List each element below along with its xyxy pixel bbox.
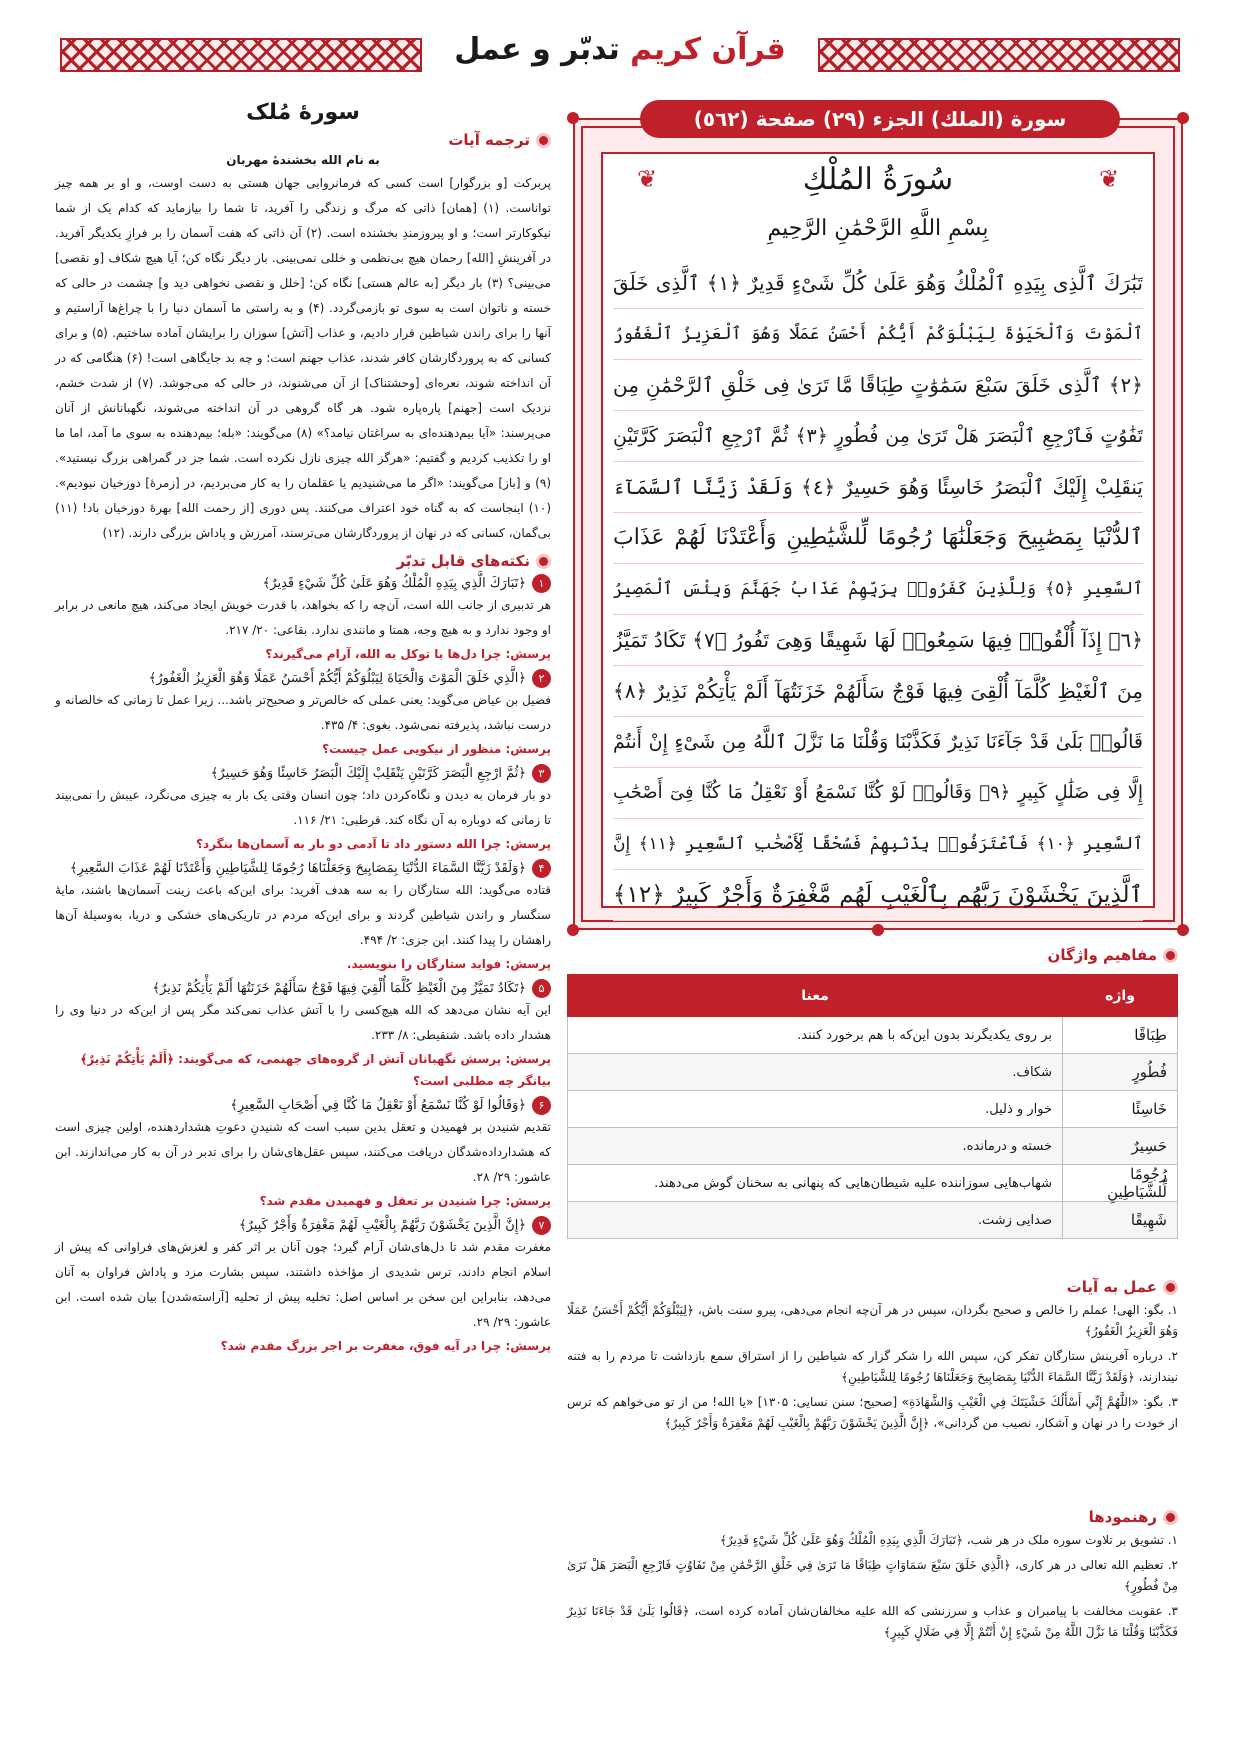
tadabbur-item — [55, 979, 551, 1092]
item-number: ۲ — [532, 669, 551, 688]
tadabbur-text: فضیل بن عیاض می‌گوید: یعنی عملی که خالص‌تر و صحیح‌تر باشد... زیرا عمل تا زمانی که خالصانه و درست نباشد، پذیرفته نمی‌شود. بغوی: ۴/ ۴۳۵. — [55, 693, 551, 732]
tadabbur-ayah-row — [55, 669, 551, 688]
bullet-icon — [536, 554, 551, 569]
vocab-heading: مفاهیم واژگان — [1047, 946, 1157, 964]
quran-lines — [613, 258, 1143, 921]
page-title — [440, 32, 800, 67]
item-number: ۱ — [532, 574, 551, 593]
tadabbur-ayah: ﴿إِنَّ الَّذِينَ يَخْشَوْنَ رَبَّهُمْ بِالْغَيْبِ لَهُمْ مَغْفِرَةٌ وَأَجْرٌ كَبِيرٌ﴾ — [239, 1218, 526, 1233]
question-text: پرسش: منظور از نیکویی عمل چیست؟ — [322, 742, 551, 756]
vocab-word: خَاسِئًا — [1063, 1091, 1178, 1128]
vocab-word: شَهِيقًا — [1063, 1202, 1178, 1239]
tadabbur-item — [55, 1096, 551, 1212]
guide-item: ۱. تشویق بر تلاوت سوره ملک در هر شب، ﴿تَبَارَكَ الَّذِي بِيَدِهِ الْمُلْكُ وَهُوَ عَلَىٰ كُلِّ شَيْءٍ قَدِيرٌ﴾ — [719, 1533, 1178, 1547]
tadabbur-ayah-row — [55, 979, 551, 998]
tadabbur-text: دو بار فرمان به دیدن و نگاه‌کردن داد؛ چون انسان وقتی یک بار به چیزی می‌نگرد، عیبش را نمی‌بیند تا زمانی که دوباره به آن نگاه کند. قرطبی: ۲۱/ ۱۱۶. — [55, 788, 551, 827]
corner-dot — [872, 924, 884, 936]
tadabbur-ayah-row — [55, 764, 551, 783]
guide-item: ۲. تعظیم الله تعالی در هر کاری، ﴿الَّذِي خَلَقَ سَبْعَ سَمَاوَاتٍ طِبَاقًا مَا تَرَىٰ فِي خَلْقِ الرَّحْمَٰنِ مِنْ تَفَاوُتٍ فَارْجِعِ الْبَصَرَ هَلْ تَرَىٰ مِنْ فُطُورٍ﴾ — [567, 1558, 1178, 1593]
tadabbur-ayah-row — [55, 1096, 551, 1115]
quran-line: مِنَ ٱلْغَيْظِ كُلَّمَآ أُلْقِىَ فِيهَا فَوْجٌ سَأَلَهُمْ خَزَنَتُهَآ أَلَمْ يَأْتِكُمْ نَذِيرٌ ﴿٨﴾ — [613, 666, 1143, 717]
vocab-word: طِبَاقًا — [1063, 1017, 1178, 1054]
table-row — [568, 1202, 1178, 1239]
vocab-meaning: بر روی یکدیگرند بدون این‌که با هم برخورد کنند. — [568, 1017, 1063, 1054]
vocab-section — [567, 946, 1178, 1239]
tadabbur-text: مغفرت مقدم شد تا دل‌های‌شان آرام گیرد؛ چون آنان بر اثر کفر و لغزش‌های فراوانی که پیش از اسلام انجام دادند، ترس شدیدی از مؤاخذه داشتند، سپس بشارت مزد و پاداش فراوان به آنان می‌دهد، بنابراین این سخن بر اساس اصل: تخلیه پیش از تحلیه [آراسته‌شدن] بیان شده است. ابن عاشور: ۲۹/ ۲۹. — [55, 1240, 551, 1329]
table-row — [568, 1165, 1178, 1202]
header-pattern-left — [818, 38, 1180, 72]
tadabbur-item — [55, 669, 551, 760]
corner-dot — [567, 112, 579, 124]
tadabbur-ayah: ﴿ثُمَّ ارْجِعِ الْبَصَرَ كَرَّتَيْنِ يَنْقَلِبْ إِلَيْكَ الْبَصَرُ خَاسِئًا وَهُوَ حَسِيرٌ﴾ — [210, 766, 526, 781]
translation-text: پربرکت [و بزرگوار] است کسی که فرمانروایی جهان هستی به دست اوست، و او بر همه چیز تواناست. (۱) [همان] ذاتی که مرگ و زندگی را آفرید، تا شما را بیازماید که کدام یک از شما نیکوکارتر است؛ و او پیروزمندِ بخشنده است. (۲) آن ذاتی که هفت آسمان را بر فرازِ یکدیگر آفرید. در آفرینشِ [الله] رحمان هیچ بی‌نظمی و خللی نمی‌بینی. بار دیگر نگاه کن؛ آیا هیچ شکاف [و نقصی] می‌بینی؟ (۳) بار دیگر [به عالم هستی] نگاه کن؛ [خلل و نقصی نخواهی دید و] چشمت در حالی که خسته و ناتوان است به سوی تو بازمی‌گردد. (۴) و به راستی ما آسمان دنیا را با چراغ‌ها آراستیم و آنها را برای راندن شیاطین قرار دادیم، و عذاب [آتش] سوزان را برایشان آماده ساختیم. (۵) و برای کسانی که به پروردگارشان کافر شدند، عذاب جهنم است؛ و چه بد جایگاهی است! (۶) هنگامی که در آن انداخته شوند، نعره‌ای [وحشتناک] از آن می‌شنوند، در حالی که می‌جوشد. (۷) از شدت خشم، نزدیک است [جهنم] پاره‌پاره شود. هر گاه گروهی در آن انداخته می‌شوند، نگهبانانش از آنان می‌پرسند: «آیا بیم‌دهنده‌ای به سراغتان نیامد؟» (۸) می‌گویند: «بله؛ بیم‌دهنده به سوی ما آمد، اما ما او را تکذیب کردیم و گفتیم: «هرگز الله چیزی نازل نکرده است. شما جز در گمراهی بزرگ نیستید». (۹) و [باز] می‌گویند: «اگر ما می‌شنیدیم یا عقلمان را به کار می‌بردیم، در [زمرهٔ] دوزخیان نبودیم». (۱۰) اینجاست که به گناه خود اعتراف می‌کنند. پس دوری [از رحمت الله] بهرهٔ دوزخیان باد! (۱۱) بی‌گمان، کسانی که در نهان از پروردگارشان می‌ترسند، آمرزش و پاداش بزرگی دارند. (۱۲) — [55, 176, 552, 540]
quran-line: ٱلسَّعِيرِ ﴿١٠﴾ فَٱعْتَرَفُوا۟ بِذَنۢبِهِمْ فَسُحْقًا لِّأَصْحَٰبِ ٱلسَّعِيرِ ﴿١١﴾ إِنَّ — [613, 819, 1143, 870]
bullet-icon — [1163, 1280, 1178, 1295]
amal-item: ۱. بگو: الهی! عملم را خالص و صحیح بگردان، سپس در هر آن‌چه انجام می‌دهی، پیرو سنت باش، ﴿لِيَبْلُوَكُمْ أَيُّكُمْ أَحْسَنُ عَمَلًا وَهُوَ الْعَزِيزُ الْغَفُورُ﴾ — [567, 1303, 1178, 1338]
bismillah-translation: به نام الله بخشندهٔ مهربان — [226, 153, 380, 167]
tadabbur-ayah-row — [55, 1216, 551, 1235]
tadabbur-ayah: ﴿الَّذِي خَلَقَ الْمَوْتَ وَالْحَيَاةَ لِيَبْلُوَكُمْ أَيُّكُمْ أَحْسَنُ عَمَلًا وَهُوَ الْعَزِيزُ الْغَفُورُ﴾ — [148, 671, 526, 686]
item-number: ۷ — [532, 1216, 551, 1235]
quran-text-panel — [601, 152, 1155, 908]
amal-section — [567, 1278, 1178, 1434]
guides-heading: رهنمودها — [1088, 1508, 1157, 1526]
corner-dot — [1177, 112, 1189, 124]
tadabbur-text: قتاده می‌گوید: الله ستارگان را به سه هدف آفرید: برای این‌که باعث زینت آسمان‌ها باشند، مایهٔ سنگسار و راندن شیاطین گردند و برای این‌که مردم در تاریکی‌های خشکی و دریا، به‌وسیلهٔ آن‌ها راهشان را پیدا کنند. ابن جزی: ۲/ ۴۹۴. — [55, 883, 551, 947]
tadabbur-text: این آیه نشان می‌دهد که الله هیچ‌کسی را با آتش عذاب نمی‌کند مگر پس از این‌که در دنیا وی را هشدار داده باشد. شنقیطی: ۸/ ۲۳۳. — [55, 1003, 551, 1042]
question-text: پرسش: فواید ستارگان را بنویسید. — [346, 957, 551, 971]
quran-line: يَنقَلِبْ إِلَيْكَ ٱلْبَصَرُ خَاسِئًا وَهُوَ حَسِيرٌ ﴿٤﴾ وَلَقَدْ زَيَّنَّا ٱلسَّمَآءَ — [613, 462, 1143, 513]
question-text: پرسش: پرسش نگهبانان آتش از گروه‌های جهنمی، که می‌گویند: ﴿أَلَمْ يَأْتِكُمْ نَذِيرٌ﴾ بیانگر چه مطلبی است؟ — [80, 1052, 551, 1088]
surah-title: سُورَةُ المُلْكِ — [802, 162, 954, 197]
tadabbur-ayah-row — [55, 574, 551, 593]
table-row — [568, 1054, 1178, 1091]
amal-item: ۳. بگو: «اللَّهُمَّ إِنِّي أَسْأَلُكَ خَشْيَتَكَ فِي الْغَيْبِ وَالشَّهَادَةِ» [صحیح؛ سنن نسایی: ۱۳۰۵] «یا الله! من از تو می‌خواهم که ترس از خودت را در نهان و آشکار، نصیب من گردانی»، ﴿إِنَّ الَّذِينَ يَخْشَوْنَ رَبَّهُمْ بِالْغَيْبِ لَهُمْ مَغْفِرَةٌ وَأَجْرٌ كَبِيرٌ﴾ — [567, 1395, 1178, 1430]
amal-item: ۲. درباره آفرینش ستارگان تفکر کن، سپس الله را شکر گزار که شیاطین را از استراق سمع بازداشت تا مردم را به فتنه نیندازند، ﴿وَلَقَدْ زَيَّنَّا السَّمَاءَ الدُّنْيَا بِمَصَابِيحَ وَجَعَلْنَاهَا رُجُومًا لِلشَّيَاطِينِ﴾ — [567, 1349, 1178, 1384]
vocab-meaning: صدایی زشت. — [568, 1202, 1063, 1239]
guides-section — [567, 1508, 1178, 1643]
bullet-icon — [536, 133, 551, 148]
guide-item: ۳. عقوبت مخالفت با پیامبران و عذاب و سرزنشی که الله علیه مخالفان‌شان آماده کرده است، ﴿قَالُوا بَلَىٰ قَدْ جَاءَنَا نَذِيرٌ فَكَذَّبْنَا وَقُلْنَا مَا نَزَّلَ اللَّهُ مِنْ شَيْءٍ إِنْ أَنْتُمْ إِلَّا فِي ضَلَالٍ كَبِيرٍ﴾ — [567, 1604, 1178, 1639]
vocab-word: رُجُومًا لِّلشَّيَاطِينِ — [1063, 1165, 1178, 1202]
tadabbur-text: هر تدبیری از جانب الله است، آن‌چه را که بخواهد، با قدرت خویش ایجاد می‌کند، هیچ مانعی در برابر او وجود ندارد و به هیچ وجه، همتا و مانندی ندارد. بقاعی: ۲۰/ ۲۱۷. — [55, 598, 551, 637]
tadabbur-item — [55, 574, 551, 665]
question-text: پرسش: چرا در آیه فوق، مغفرت بر اجر بزرگ مقدم شد؟ — [220, 1339, 551, 1353]
table-row — [568, 1128, 1178, 1165]
ornament-icon: ❦ — [1098, 165, 1120, 193]
vocab-meaning: خسته و درمانده. — [568, 1128, 1063, 1165]
vocab-word: فُطُورٍ — [1063, 1054, 1178, 1091]
item-number: ۴ — [532, 859, 551, 878]
table-row — [568, 1017, 1178, 1054]
item-number: ۳ — [532, 764, 551, 783]
title-tadabbur: تدبّر و عمل — [454, 32, 620, 67]
vocab-meaning: شکاف. — [568, 1054, 1063, 1091]
tadabbur-item — [55, 859, 551, 975]
amal-heading: عمل به آیات — [1066, 1278, 1157, 1296]
vocab-table — [567, 974, 1178, 1239]
tadabbur-heading: نکته‌های قابل تدبّر — [396, 552, 530, 570]
quran-line: ٱلْمَوْتَ وَٱلْحَيَوٰةَ لِيَبْلُوَكُمْ أَيُّكُمْ أَحْسَنُ عَمَلًا وَهُوَ ٱلْعَزِيزُ ٱلْغَفُورُ — [613, 309, 1143, 360]
table-row — [568, 1091, 1178, 1128]
quran-line: إِلَّا فِى ضَلَٰلٍ كَبِيرٍ ﴿٩﴾ وَقَالُوا۟ لَوْ كُنَّا نَسْمَعُ أَوْ نَعْقِلُ مَا كُنَّا فِىٓ أَصْحَٰبِ — [613, 768, 1143, 819]
tadabbur-text: تقدیم شنیدن بر فهمیدن و تعقل بدین سبب است که شنیدنِ دعوتِ هشداردهنده، اولین چیزی است که هشداردادە‌شدگان دریافت می‌کنند، سپس عقل‌های‌شان را برای تدبر در آن به کار می‌اندازند. ابن عاشور: ۲۹/ ۲۸. — [55, 1120, 551, 1184]
quran-line: ٱلدُّنْيَا بِمَصَٰبِيحَ وَجَعَلْنَٰهَا رُجُومًا لِّلشَّيَٰطِينِ وَأَعْتَدْنَا لَهُمْ عَذَابَ — [613, 513, 1143, 564]
tadabbur-ayah-row — [55, 859, 551, 878]
header-pattern-right — [60, 38, 422, 72]
tadabbur-ayah: ﴿تَبَارَكَ الَّذِي بِيَدِهِ الْمُلْكُ وَهُوَ عَلَىٰ كُلِّ شَيْءٍ قَدِيرٌ﴾ — [262, 576, 526, 591]
corner-dot — [1177, 924, 1189, 936]
quran-line: ٱلسَّعِيرِ ﴿٥﴾ وَلِلَّذِينَ كَفَرُوا۟ بِرَبِّهِمْ عَذَابُ جَهَنَّمَ وَبِئْسَ ٱلْمَصِيرُ — [613, 564, 1143, 615]
question-text: پرسش: چرا شنیدن بر تعقل و فهمیدن مقدم شد؟ — [259, 1194, 551, 1208]
col-word: واژه — [1063, 975, 1178, 1017]
tadabbur-item — [55, 764, 551, 855]
basmala: بِسْمِ اللَّهِ الرَّحْمَٰنِ الرَّحِيمِ — [767, 216, 989, 241]
corner-dot — [567, 924, 579, 936]
tadabbur-ayah: ﴿وَقَالُوا لَوْ كُنَّا نَسْمَعُ أَوْ نَعْقِلُ مَا كُنَّا فِي أَصْحَابِ السَّعِيرِ﴾ — [230, 1098, 526, 1113]
bullet-icon — [1163, 948, 1178, 963]
bullet-icon — [1163, 1510, 1178, 1525]
translation-heading: ترجمه آیات — [448, 131, 530, 149]
col-meaning: معنا — [568, 975, 1063, 1017]
surah-name: سورهٔ مُلک — [246, 100, 360, 125]
tadabbur-list — [55, 574, 551, 1357]
quran-line: تَبَٰرَكَ ٱلَّذِى بِيَدِهِ ٱلْمُلْكُ وَهُوَ عَلَىٰ كُلِّ شَىْءٍ قَدِيرٌ ﴿١﴾ ٱلَّذِى خَلَقَ — [613, 258, 1143, 309]
item-number: ۵ — [532, 979, 551, 998]
ornament-icon: ❦ — [636, 165, 658, 193]
quran-line: ﴿٢﴾ ٱلَّذِى خَلَقَ سَبْعَ سَمَٰوَٰتٍ طِبَاقًا مَّا تَرَىٰ فِى خَلْقِ ٱلرَّحْمَٰنِ مِن — [613, 360, 1143, 411]
vocab-meaning: خوار و ذلیل. — [568, 1091, 1063, 1128]
tadabbur-ayah: ﴿وَلَقَدْ زَيَّنَّا السَّمَاءَ الدُّنْيَا بِمَصَابِيحَ وَجَعَلْنَاهَا رُجُومًا لِلشَّيَاطِينِ وَأَعْتَدْنَا لَهُمْ عَذَابَ السَّعِيرِ﴾ — [69, 861, 526, 876]
quran-line: ﴿٦﴾ إِذَآ أُلْقُوا۟ فِيهَا سَمِعُوا۟ لَهَا شَهِيقًا وَهِىَ تَفُورُ ﴿٧﴾ تَكَادُ تَمَيَّزُ — [613, 615, 1143, 666]
question-text: پرسش: چرا دل‌ها با توکل به الله، آرام می‌گیرند؟ — [265, 647, 551, 661]
item-number: ۶ — [532, 1096, 551, 1115]
quran-line: تَفَٰوُتٍ فَٱرْجِعِ ٱلْبَصَرَ هَلْ تَرَىٰ مِن فُطُورٍ ﴿٣﴾ ثُمَّ ٱرْجِعِ ٱلْبَصَرَ كَرَّتَيْنِ — [613, 411, 1143, 462]
vocab-meaning: شهاب‌هایی سوزاننده علیه شیطان‌هایی که پنهانی به سخنان گوش می‌دهند. — [568, 1165, 1063, 1202]
quran-line: قَالُوا۟ بَلَىٰ قَدْ جَآءَنَا نَذِيرٌ فَكَذَّبْنَا وَقُلْنَا مَا نَزَّلَ ٱللَّهُ مِن شَىْءٍ إِنْ أَنتُمْ — [613, 717, 1143, 768]
tadabbur-item — [55, 1216, 551, 1357]
vocab-word: حَسِيرٌ — [1063, 1128, 1178, 1165]
surah-banner: سورة (الملك) الجزء (٢٩) صفحة (٥٦٢) — [640, 100, 1120, 138]
tadabbur-ayah: ﴿تَكَادُ تَمَيَّزُ مِنَ الْغَيْظِ كُلَّمَا أُلْقِيَ فِيهَا فَوْجٌ سَأَلَهُمْ خَزَنَتُهَا أَلَمْ يَأْتِكُمْ نَذِيرٌ﴾ — [152, 981, 526, 996]
quran-line: ٱلَّذِينَ يَخْشَوْنَ رَبَّهُم بِٱلْغَيْبِ لَهُم مَّغْفِرَةٌ وَأَجْرٌ كَبِيرٌ ﴿١٢﴾ — [613, 870, 1143, 921]
question-text: پرسش: چرا الله دستور داد تا آدمی دو بار به آسمان‌ها بنگرد؟ — [196, 837, 551, 851]
commentary-column — [55, 100, 551, 1357]
title-quran: قرآن کریم — [630, 32, 786, 67]
